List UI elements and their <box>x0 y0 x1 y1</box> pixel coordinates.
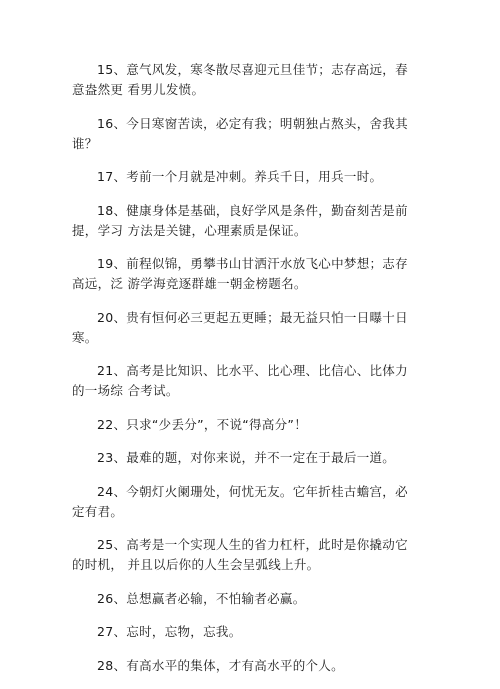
list-item <box>72 308 412 348</box>
item-line: 的时机， 并且以后你的人生会呈弧线上升。 <box>72 557 320 572</box>
list-item <box>72 448 412 468</box>
item-line: 19、前程似锦，勇攀书山甘洒汗水放飞心中梦想；志存 <box>97 256 408 271</box>
item-line: 15、意气风发，寒冬散尽喜迎元旦佳节；志存高远，春 <box>97 62 408 77</box>
item-line: 28、有高水平的集体，才有高水平的个人。 <box>97 657 344 673</box>
list-item <box>72 482 412 522</box>
list-item <box>72 361 412 401</box>
item-line: 22、只求“少丢分”，不说“得高分”！ <box>97 416 308 432</box>
item-line: 16、今日寒窗苦读，必定有我；明朝独占熬头，舍我其 <box>97 115 408 131</box>
item-line: 26、总想赢者必输，不怕输者必赢。 <box>97 590 306 606</box>
list-item <box>72 622 412 642</box>
item-line: 18、健康身体是基础，良好学风是条件，勤奋刻苦是前 <box>97 202 408 218</box>
list-item <box>72 167 412 187</box>
quote-list <box>72 60 412 689</box>
list-item <box>72 201 412 241</box>
item-line: 的一场综 合考试。 <box>72 383 179 398</box>
item-line: 谁？ <box>72 135 98 151</box>
list-item <box>72 60 412 100</box>
item-line: 寒。 <box>72 329 98 345</box>
list-item <box>72 254 412 294</box>
list-item <box>72 114 412 154</box>
item-line: 意盎然更 看男儿发愤。 <box>72 82 205 97</box>
item-line: 20、贵有恒何必三更起五更睡；最无益只怕一日曝十日 <box>97 309 408 325</box>
item-line: 提，学习 方法是关键，心理素质是保证。 <box>72 222 307 238</box>
item-line: 21、高考是比知识、比水平、比心理、比信心、比体力 <box>97 363 408 378</box>
list-item <box>72 535 412 575</box>
item-line: 23、最难的题，对你来说，并不一定在于最后一道。 <box>97 450 396 465</box>
list-item <box>72 656 412 676</box>
item-line: 高远，泛 游学海竞逐群雄一朝金榜题名。 <box>72 276 307 291</box>
item-line: 27、忘时，忘物，忘我。 <box>97 624 242 639</box>
item-line: 24、今朝灯火阑珊处，何忧无友。它年折桂古蟾宫，必 <box>97 483 408 499</box>
list-item <box>72 415 412 435</box>
list-item <box>72 589 412 609</box>
item-line: 定有君。 <box>72 503 124 519</box>
item-line: 17、考前一个月就是冲刺。养兵千日，用兵一时。 <box>97 169 383 184</box>
item-line: 25、高考是一个实现人生的省力杠杆，此时是你撬动它 <box>97 537 408 552</box>
